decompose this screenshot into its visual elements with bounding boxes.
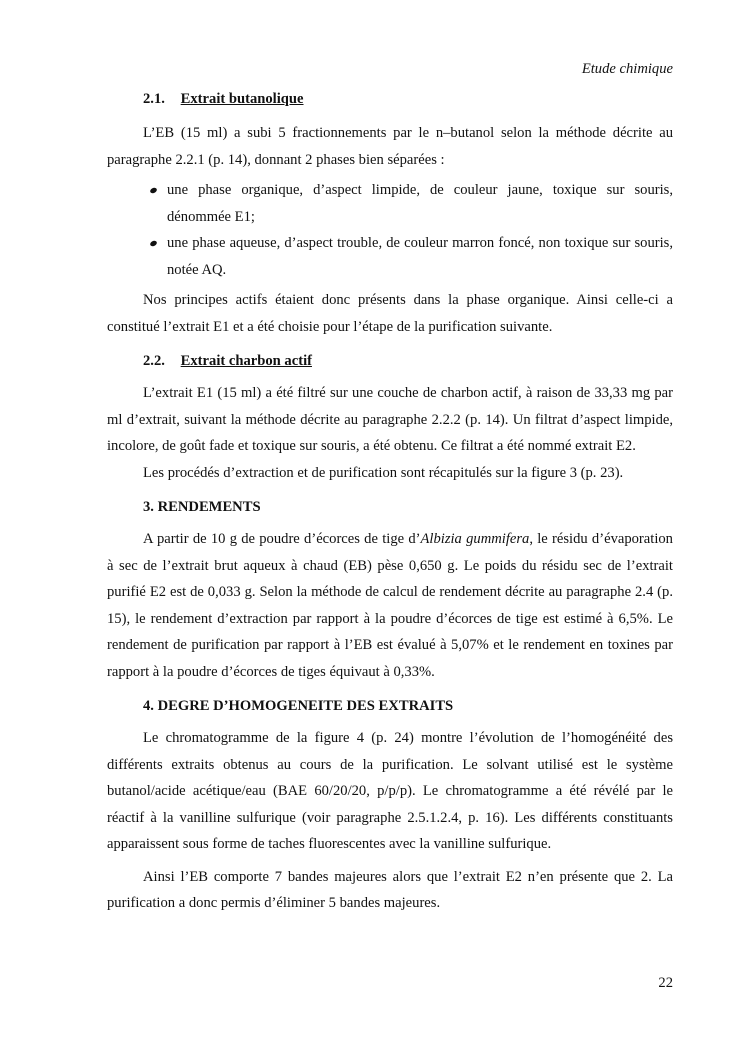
- section-number: 2.1.: [143, 91, 165, 107]
- section-title: Extrait charbon actif: [180, 353, 312, 369]
- running-header: Etude chimique: [581, 61, 673, 77]
- paragraph: Les procédés d’extraction et de purification sont récapitulés sur la figure 3 (p. 23).: [143, 464, 624, 481]
- section-heading-4: 4. DEGRE D’HOMOGENEITE DES EXTRAITS: [143, 698, 454, 714]
- paragraph: [107, 526, 673, 685]
- paragraph: L’EB (15 ml) a subi 5 fractionnements par le n–butanol selon la méthode décrite au paragraphe 2.2.1 (p. 14), donnant 2 phases bien séparées :: [107, 125, 673, 168]
- text-run: A partir de 10 g de poudre d’écorces de tige d’: [143, 531, 421, 547]
- paragraph: Le chromatogramme de la figure 4 (p. 24) montre l’évolution de l’homogénéité des différents extraits obtenus au cours de la purification. Le solvant utilisé est le système butanol/acide acétique/eau (BAE 60/20/20, p/p/p). Le chromatogramme a été révélé par le réactif à la vanilline sulfurique (voir paragraphe 2.5.1.2.4, p. 16). Les différents constituants apparaissent sous forme de taches fluorescentes avec la vanilline sulfurique.: [107, 730, 673, 852]
- bullet-icon: [149, 240, 157, 247]
- list-item-text: une phase aqueuse, d’aspect trouble, de couleur marron foncé, non toxique sur souris, notée AQ.: [167, 235, 673, 278]
- page-body: [107, 88, 673, 917]
- text-run: , le résidu d’évaporation à sec de l’extrait brut aqueux à chaud (EB) pèse 0,650 g. Le poids du résidu sec de l’extrait purifié E2 est de 0,033 g. Selon la méthode de calcul de rendement décrite au paragraphe 2.4 (p. 15), le rendement d’extraction par rapport à la poudre d’écorces de tige est estimé à 6,5%. Le rendement de purification par rapport à l’EB est évalué à 5,07% et le rendement en toxines par rapport à la poudre d’écorces de tiges équivaut à 0,33%.: [107, 531, 673, 680]
- section-heading-2-1: [143, 88, 673, 110]
- section-heading-3: 3. RENDEMENTS: [143, 499, 261, 515]
- bullet-icon: [149, 187, 157, 194]
- page-number: 22: [658, 975, 673, 991]
- section-title: Extrait butanolique: [180, 91, 304, 107]
- list-item-text: une phase organique, d’aspect limpide, de couleur jaune, toxique sur souris, dénommée E1;: [167, 182, 673, 225]
- paragraph: Nos principes actifs étaient donc présents dans la phase organique. Ainsi celle-ci a constitué l’extrait E1 et a été choisie pour l’étape de la purification suivante.: [107, 292, 673, 335]
- list-item: [167, 230, 673, 283]
- paragraph: Ainsi l’EB comporte 7 bandes majeures alors que l’extrait E2 n’en présente que 2. La purification a donc permis d’éliminer 5 bandes majeures.: [107, 868, 673, 911]
- section-heading-2-2: [143, 350, 673, 372]
- paragraph: L’extrait E1 (15 ml) a été filtré sur une couche de charbon actif, à raison de 33,33 mg par ml d’extrait, suivant la méthode décrite au paragraphe 2.2.2 (p. 14). Un filtrat d’aspect limpide, incolore, de goût fade et toxique sur souris, a été obtenu. Ce filtrat a été nommé extrait E2.: [107, 385, 673, 454]
- list-item: [167, 177, 673, 230]
- bullet-list: [107, 177, 673, 283]
- section-number: 2.2.: [143, 353, 165, 369]
- species-name: Albizia gummifera: [420, 531, 530, 547]
